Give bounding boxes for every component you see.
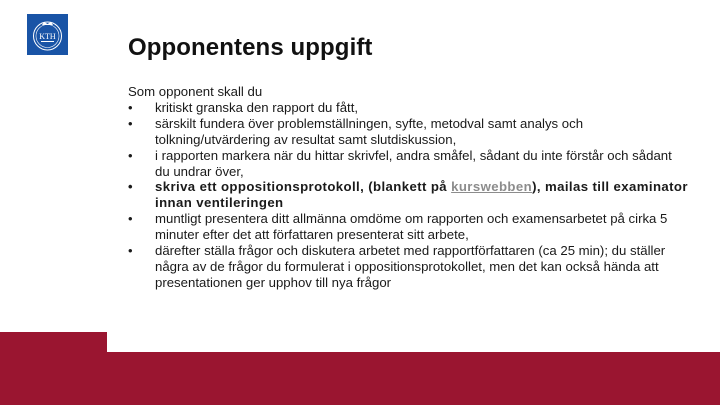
bullet-text: ), mailas till examinator innan ventileringen [155,179,688,211]
intro-text: Som opponent skall du [128,84,263,99]
bullet-item: • muntligt presentera ditt allmänna omdöme om rapporten och examensarbetet på cirka 5 minuter efter det att författaren presenterat sitt arbete, [128,211,688,243]
kurswebben-link[interactable]: kurswebben [451,179,533,195]
bullet-text: skriva ett oppositionsprotokoll, (blankett på [155,179,452,195]
slide-title: Opponentens uppgift [128,34,373,61]
slide-body [128,84,688,291]
kth-logo [27,14,68,55]
bullet-item: • kritiskt granska den rapport du fått, [128,100,688,116]
bullet-list [128,100,688,291]
kth-seal-icon [27,14,68,55]
logo-text: KTH [39,32,56,41]
footer-notch-shape [0,332,107,353]
footer-band [0,352,720,405]
bullet-item: • i rapporten markera när du hittar skrivfel, andra småfel, sådant du inte förstår och sådant du undrar över, [128,148,688,180]
bullet-item-protocol [128,179,688,211]
bullet-item: • därefter ställa frågor och diskutera arbetet med rapportförfattaren (ca 25 min); du ställer några av de frågor du formulerat i oppositionsprotokollet, men det kan också hända att presentationen ger upphov till nya frågor [128,243,688,291]
bullet-item: • särskilt fundera över problemställningen, syfte, metodval samt analys och tolkning/utvärdering av resultat samt slutdiskussion, [128,116,688,148]
